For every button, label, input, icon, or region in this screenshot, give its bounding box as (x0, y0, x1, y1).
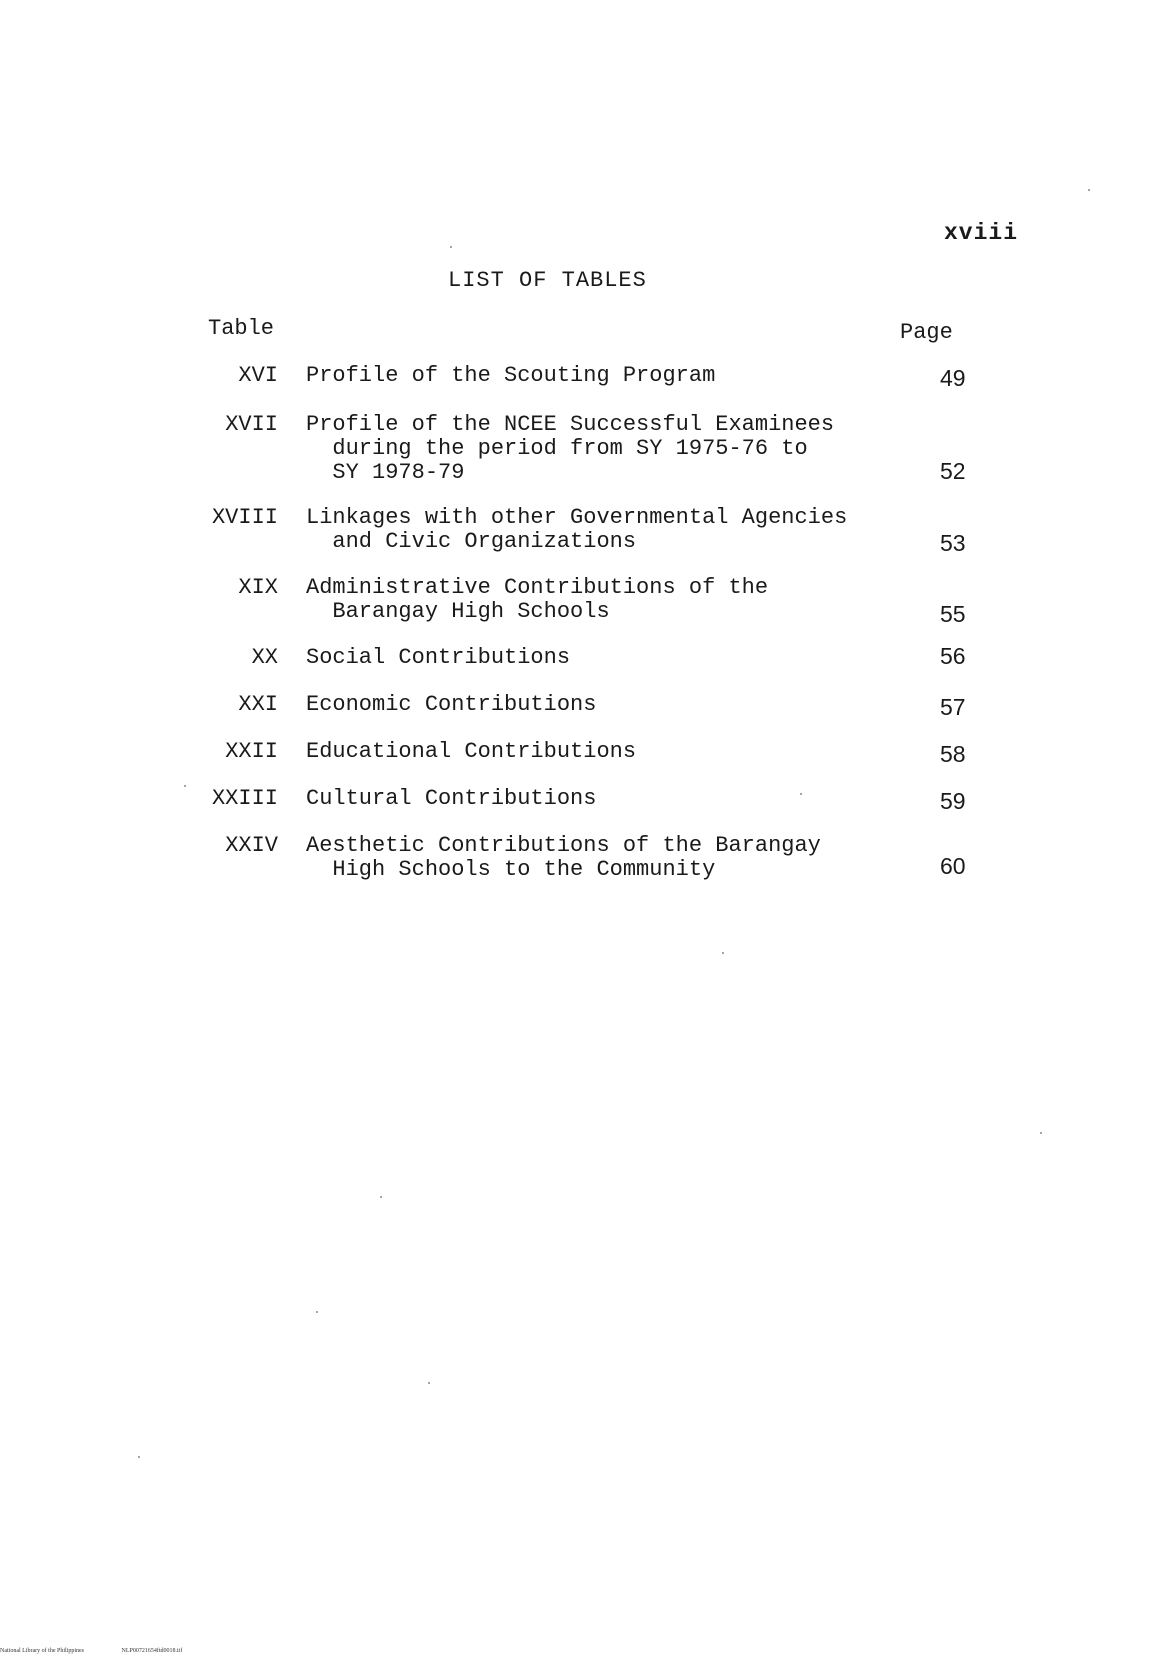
table-page-number: 55 (940, 601, 966, 627)
table-title-line: Cultural Contributions (306, 786, 597, 811)
footer-file: NLP00721654ftd0018.tif (121, 1648, 183, 1654)
table-number: XVII (225, 412, 278, 437)
table-title-line: Educational Contributions (306, 739, 637, 764)
scan-speck (722, 952, 724, 954)
scan-speck (138, 1456, 140, 1458)
table-title-line: SY 1978-79 (306, 460, 465, 485)
page-number: xviii (944, 220, 1019, 246)
table-page-number: 60 (940, 853, 966, 879)
scan-speck (450, 246, 452, 248)
footer-library: National Library of the Philippines (0, 1648, 84, 1654)
scan-speck (380, 1196, 382, 1198)
scan-speck (184, 785, 186, 787)
table-number: XXIV (225, 833, 278, 858)
table-title-line: Administrative Contributions of the (306, 575, 769, 600)
table-title-line: Social Contributions (306, 645, 571, 670)
table-page-number: 59 (940, 788, 966, 814)
table-title-line: Linkages with other Governmental Agencies (306, 505, 848, 530)
table-number: XVIII (211, 505, 278, 530)
table-page-number: 58 (940, 741, 966, 767)
page-title: LIST OF TABLES (448, 268, 647, 293)
scan-speck (428, 1382, 430, 1384)
table-title-line: during the period from SY 1975-76 to (306, 436, 808, 461)
table-number: XXI (238, 692, 278, 717)
scan-speck (800, 793, 802, 795)
table-number: XVI (238, 363, 278, 388)
table-title-line: Barangay High Schools (306, 599, 610, 624)
table-page-number: 53 (940, 530, 966, 556)
table-page-number: 56 (940, 643, 966, 669)
table-title-line: Aesthetic Contributions of the Barangay (306, 833, 821, 858)
table-number: XXII (225, 739, 278, 764)
table-page-number: 49 (940, 365, 966, 391)
scan-speck (1040, 1132, 1042, 1134)
table-title-line: High Schools to the Community (306, 857, 716, 882)
scan-speck (316, 1311, 318, 1313)
table-title-line: Profile of the NCEE Successful Examinees (306, 412, 835, 437)
scan-speck (1088, 189, 1090, 191)
page-column-header: Page (900, 320, 953, 345)
table-title-line: Economic Contributions (306, 692, 597, 717)
table-page-number: 57 (940, 694, 966, 720)
table-title-line: Profile of the Scouting Program (306, 363, 716, 388)
table-page-number: 52 (940, 458, 966, 484)
scan-footer (0, 1648, 218, 1654)
table-number: XXIII (211, 786, 278, 811)
table-number: XX (251, 645, 278, 670)
table-number: XIX (238, 575, 278, 600)
table-column-header: Table (208, 316, 275, 341)
table-title-line: and Civic Organizations (306, 529, 637, 554)
